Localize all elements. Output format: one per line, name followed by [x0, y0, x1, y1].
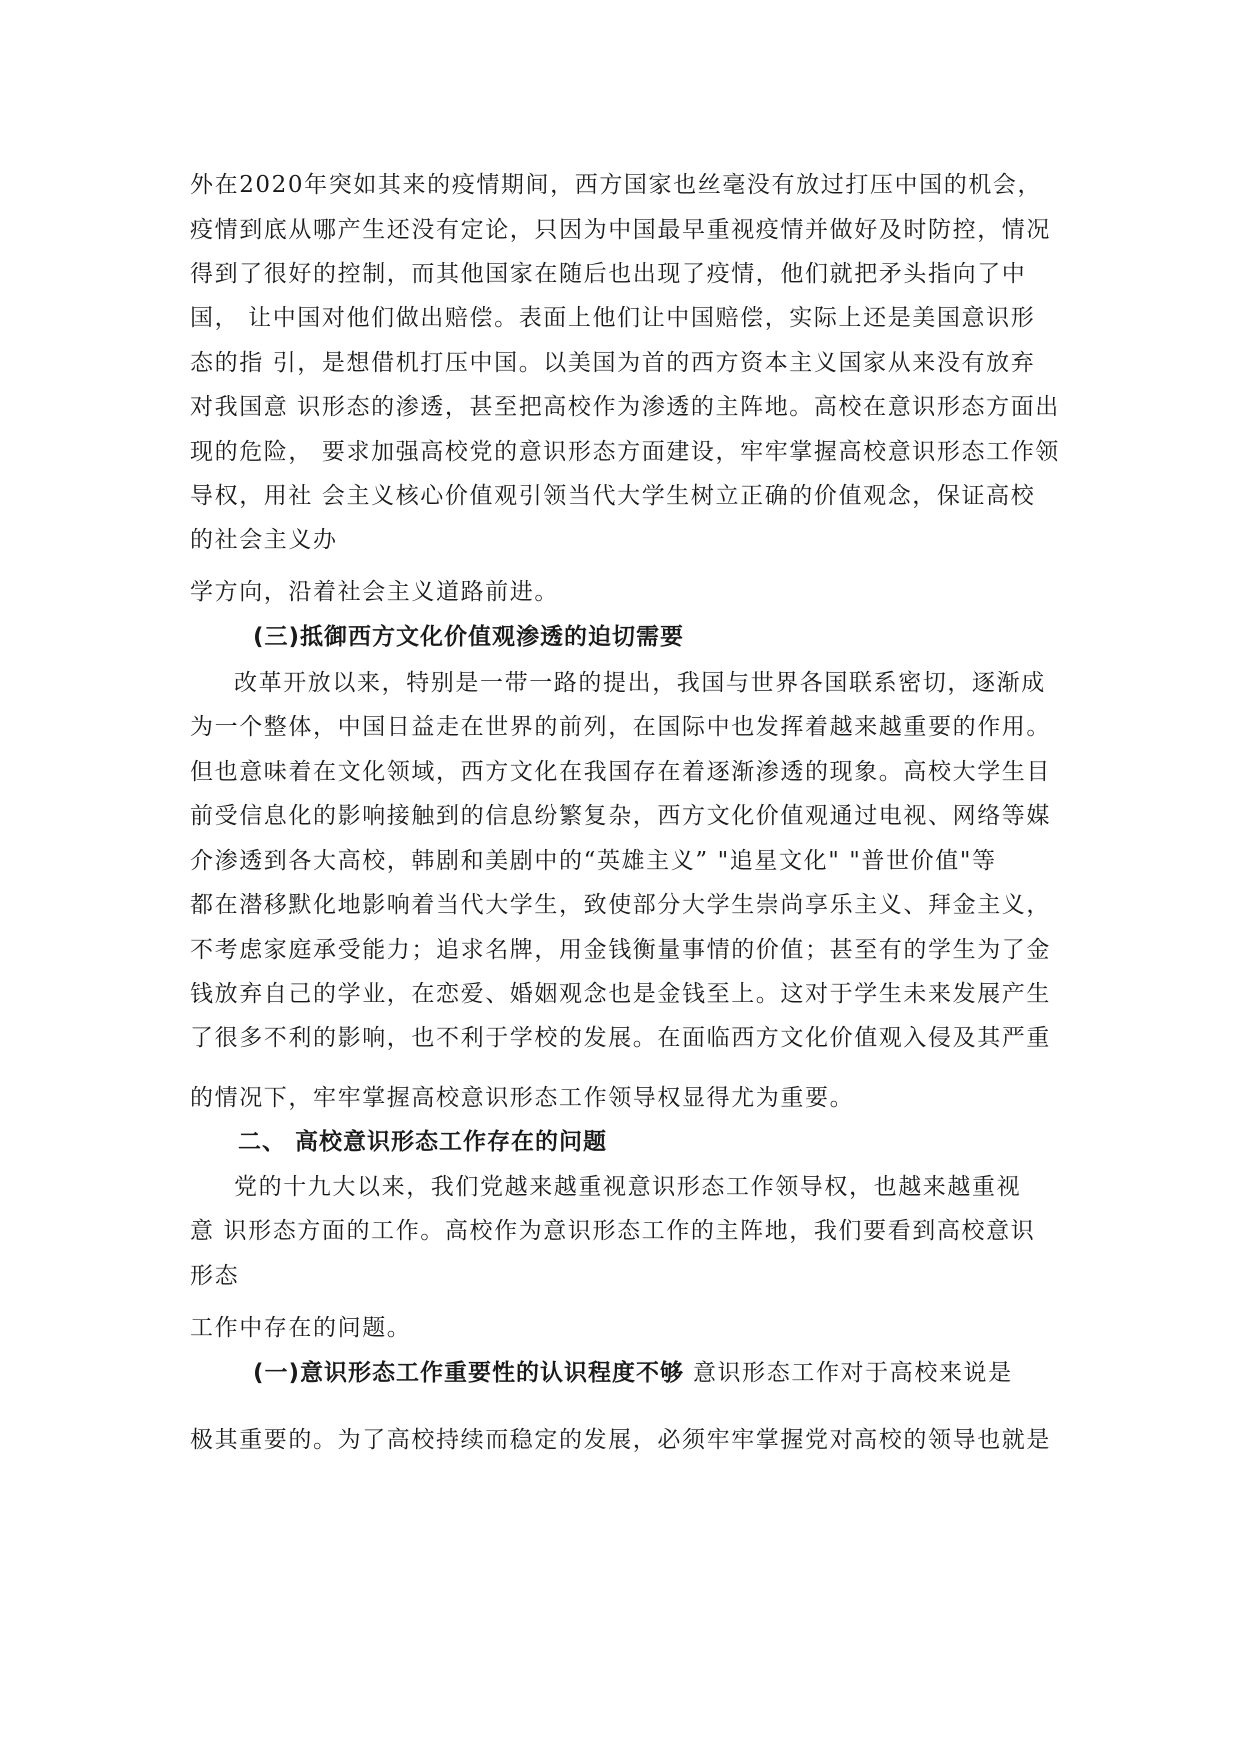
text-line: 形态 [190, 1263, 240, 1289]
text-line: 党的十九大以来，我们党越来越重视意识形态工作领导权，也越来越重视 [234, 1174, 1022, 1200]
section-heading: (三)抵御西方文化价值观渗透的迫切需要 [253, 624, 685, 650]
section-line [253, 1358, 1013, 1388]
chapter-heading: 二、 高校意识形态工作存在的问题 [238, 1129, 608, 1155]
text-line: 改革开放以来，特别是一带一路的提出，我国与世界各国联系密切，逐渐成 [234, 670, 1046, 696]
text-line: 前受信息化的影响接触到的信息纷繁复杂，西方文化价值观通过电视、网络等媒 [190, 803, 1051, 829]
text-line: 但也意味着在文化领域，西方文化在我国存在着逐渐渗透的现象。高校大学生目 [190, 759, 1051, 785]
text-line: 疫情到底从哪产生还没有定论，只因为中国最早重视疫情并做好及时防控，情况 [190, 217, 1051, 243]
text-line: 极其重要的。为了高校持续而稳定的发展，必须牢牢掌握党对高校的领导也就是 [190, 1427, 1051, 1453]
text-line: 外在2020年突如其来的疫情期间，西方国家也丝毫没有放过打压中国的机会， [190, 172, 1043, 198]
text-line: 导权，用社 会主义核心价值观引领当代大学生树立正确的价值观念，保证高校 [190, 483, 1036, 509]
text-run: 意识形态工作对于高校来说是 [684, 1360, 1013, 1386]
text-line: 现的危险， 要求加强高校党的意识形态方面建设，牢牢掌握高校意识形态工作领 [190, 439, 1060, 465]
text-line: 钱放弃自己的学业，在恋爱、婚姻观念也是金钱至上。这对于学生未来发展产生 [190, 981, 1051, 1007]
text-line: 的情况下，牢牢掌握高校意识形态工作领导权显得尤为重要。 [190, 1085, 855, 1111]
text-line: 意 识形态方面的工作。高校作为意识形态工作的主阵地，我们要看到高校意识 [190, 1218, 1036, 1244]
section-heading: (一)意识形态工作重要性的认识程度不够 [253, 1360, 685, 1386]
text-line: 不考虑家庭承受能力；追求名牌，用金钱衡量事情的价值；甚至有的学生为了金 [190, 937, 1051, 963]
text-line: 态的指 引，是想借机打压中国。以美国为首的西方资本主义国家从来没有放弃 [190, 350, 1036, 376]
text-line: 介渗透到各大高校，韩剧和美剧中的“英雄主义” "追星文化" "普世价值"等 [190, 848, 997, 874]
text-line: 对我国意 识形态的渗透，甚至把高校作为渗透的主阵地。高校在意识形态方面出 [190, 394, 1060, 420]
text-line: 了很多不利的影响，也不利于学校的发展。在面临西方文化价值观入侵及其严重 [190, 1025, 1051, 1051]
text-line: 的社会主义办 [190, 527, 338, 553]
text-line: 都在潜移默化地影响着当代大学生，致使部分大学生崇尚享乐主义、拜金主义， [190, 892, 1051, 918]
text-line: 国， 让中国对他们做出赔偿。表面上他们让中国赔偿，实际上还是美国意识形 [190, 305, 1036, 331]
text-line: 学方向，沿着社会主义道路前进。 [190, 579, 559, 605]
text-line: 为一个整体，中国日益走在世界的前列，在国际中也发挥着越来越重要的作用。 [190, 714, 1051, 740]
text-line: 工作中存在的问题。 [190, 1315, 412, 1341]
text-line: 得到了很好的控制，而其他国家在随后也出现了疫情，他们就把矛头指向了中 [190, 261, 1027, 287]
